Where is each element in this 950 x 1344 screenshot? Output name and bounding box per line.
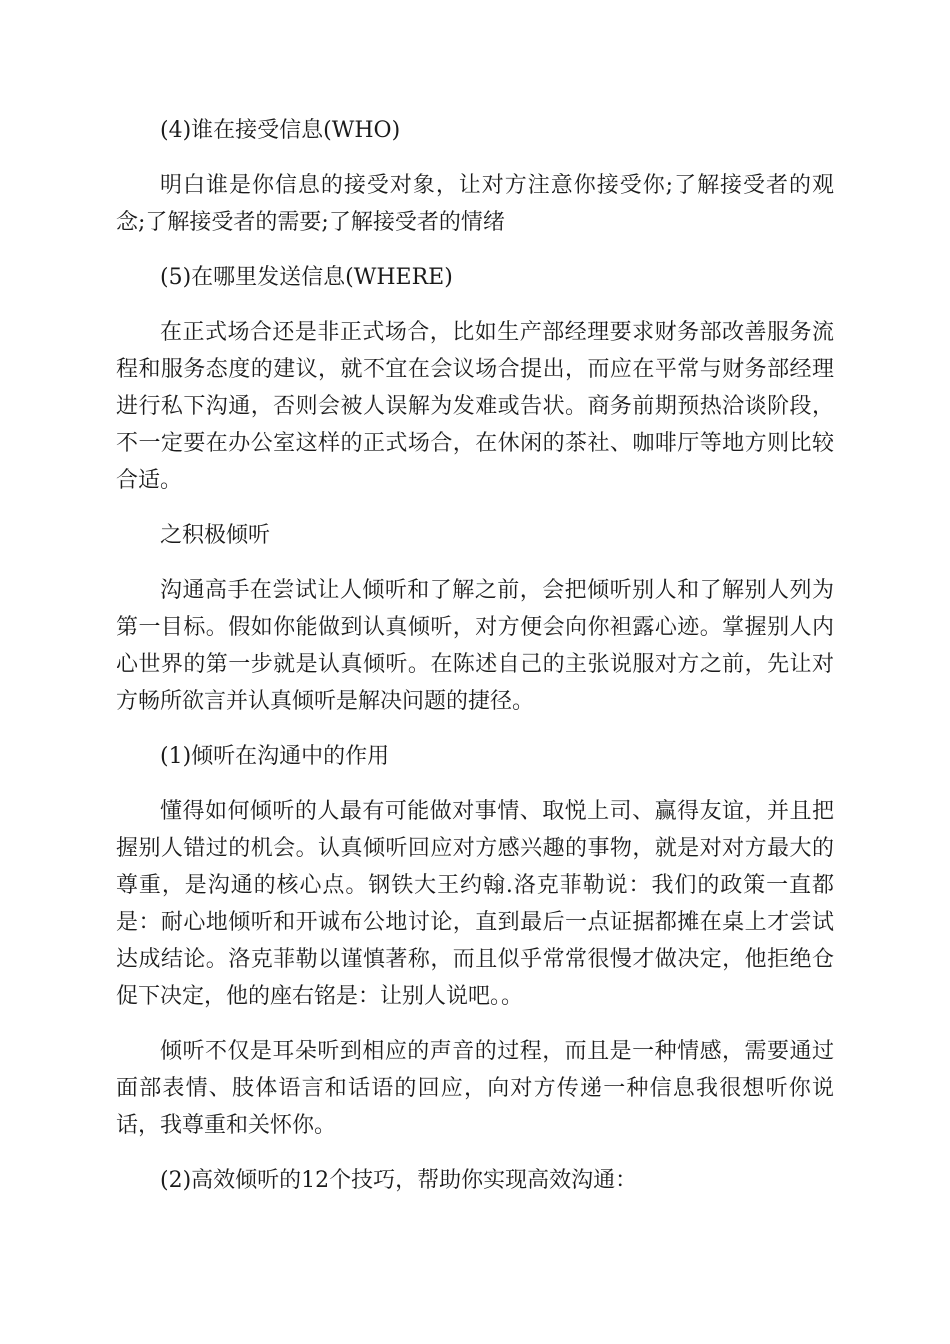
document-body: [116, 112, 834, 1217]
section-heading-who: (4)谁在接受信息(WHO): [160, 118, 401, 143]
section-heading-where: (5)在哪里发送信息(WHERE): [160, 265, 453, 290]
paragraph-listening-emotion: 倾听不仅是耳朵听到相应的声音的过程，而且是一种情感，需要通过面部表情、肢体语言和话语的回应，向对方传递一种信息我很想听你说话，我尊重和关怀你。: [116, 1039, 834, 1138]
paragraph-active-listening: 沟通高手在尝试让人倾听和了解之前，会把倾听别人和了解别人列为第一目标。假如你能做到认真倾听，对方便会向你袒露心迹。掌握别人内心世界的第一步就是认真倾听。在陈述自己的主张说服对方之前，先让对方畅所欲言并认真倾听是解决问题的捷径。: [116, 578, 834, 714]
section-heading-efficient-listening: (2)高效倾听的12个技巧，帮助你实现高效沟通：: [160, 1168, 638, 1193]
paragraph-who: 明白谁是你信息的接受对象，让对方注意你接受你;了解接受者的观念;了解接受者的需要;了解接受者的情绪: [116, 173, 834, 235]
paragraph-where: 在正式场合还是非正式场合，比如生产部经理要求财务部改善服务流程和服务态度的建议，就不宜在会议场合提出，而应在平常与财务部经理进行私下沟通，否则会被人误解为发难或告状。商务前期预热洽谈阶段，不一定要在办公室这样的正式场合，在休闲的茶社、咖啡厅等地方则比较合适。: [116, 320, 834, 493]
paragraph-listening-role: 懂得如何倾听的人最有可能做对事情、取悦上司、赢得友谊，并且把握别人错过的机会。认真倾听回应对方感兴趣的事物，就是对对方最大的尊重，是沟通的核心点。钢铁大王约翰.洛克菲勒说：我们的政策一直都是：耐心地倾听和开诚布公地讨论，直到最后一点证据都摊在桌上才尝试达成结论。洛克菲勒以谨慎著称，而且似乎常常很慢才做决定，他拒绝仓促下决定，他的座右铭是：让别人说吧。。: [116, 799, 834, 1009]
section-heading-listening-role: (1)倾听在沟通中的作用: [160, 744, 390, 769]
section-heading-active-listening: 之积极倾听: [160, 523, 271, 548]
